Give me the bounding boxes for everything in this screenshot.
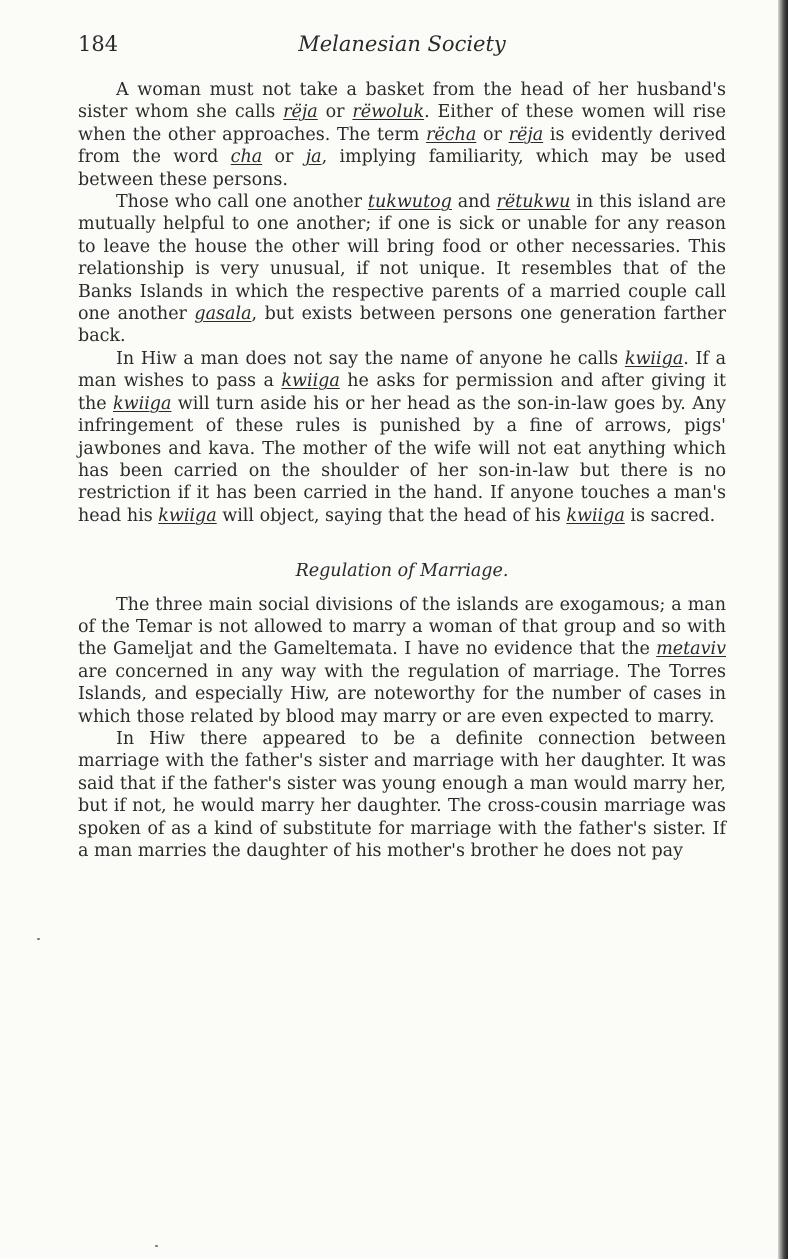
native-term: rëwoluk [352, 102, 425, 123]
native-term: kwiiga [158, 505, 217, 526]
paragraph: A woman must not take a basket from the head of her husband's sister whom she calls rëja or rëwoluk. Either of these women will rise when the other approaches. The term rëcha or rëja is evidently derived from the word cha or ja, implying familiarity, which may be used between these persons. [78, 80, 726, 190]
paragraph: Those who call one another tukwutog and rëtukwu in this island are mutually helpful to one another; if one is sick or unable for any reason to leave the house the other will bring food or other necessaries. This relationship is very unusual, if not unique. It resembles that of the Banks Islands in which the respective parents of a married couple call one another gasala, but exists between persons one generation farther back. [78, 192, 726, 347]
native-term: rëcha [426, 124, 477, 145]
paragraph: In Hiw a man does not say the name of anyone he calls kwiiga. If a man wishes to pass a kwiiga he asks for permission and after giving it the kwiiga will turn aside his or her head as the son-in-law goes by. Any infringement of these rules is punished by a fine of arrows, pigs' jawbones and kava. The mother of the wife will not eat anything which has been carried on the shoulder of her son-in-law but there is no restriction if it has been carried in the hand. If anyone touches a man's head his kwiiga will object, saying that the head of his kwiiga is sacred. [78, 348, 726, 526]
native-term: rëja [508, 124, 544, 145]
paper-speck [37, 938, 40, 940]
body-text [78, 79, 726, 862]
section-heading: Regulation of Marriage. [295, 561, 509, 582]
native-term: kwiiga [566, 505, 625, 526]
native-term: kwiiga [281, 371, 340, 392]
native-term: ja [305, 147, 322, 168]
page-binding-edge [778, 0, 788, 1259]
page-number: 184 [78, 32, 119, 56]
paper-speck [155, 1245, 158, 1247]
page-header [78, 32, 726, 62]
native-term: kwiiga [624, 348, 684, 369]
native-term: metaviv [656, 639, 726, 660]
native-term: rëja [283, 102, 318, 123]
native-term: tukwutog [367, 192, 452, 213]
paragraph: The three main social divisions of the islands are exogamous; a man of the Temar is not allowed to marry a woman of that group and so with the Gameljat and the Gameltemata. I have no evidence that the metaviv are concerned in any way with the regulation of marriage. The Torres Islands, and especially Hiw, are noteworthy for the number of cases in which those related by blood may marry or are even expected to marry. [78, 594, 726, 727]
running-title: Melanesian Society [298, 32, 506, 56]
native-term: gasala [194, 304, 252, 325]
paragraph: In Hiw there appeared to be a definite connection between marriage with the father's sister and marriage with her daughter. It was said that if the father's sister was young enough a man would marry her, but if not, he would marry her daughter. The cross-cousin marriage was spoken of as a kind of substitute for marriage with the father's sister. If a man marries the daughter of his mother's brother he does not pay [78, 728, 726, 861]
native-term: rëtukwu [496, 192, 571, 213]
native-term: kwiiga [113, 393, 172, 414]
native-term: cha [230, 147, 263, 168]
